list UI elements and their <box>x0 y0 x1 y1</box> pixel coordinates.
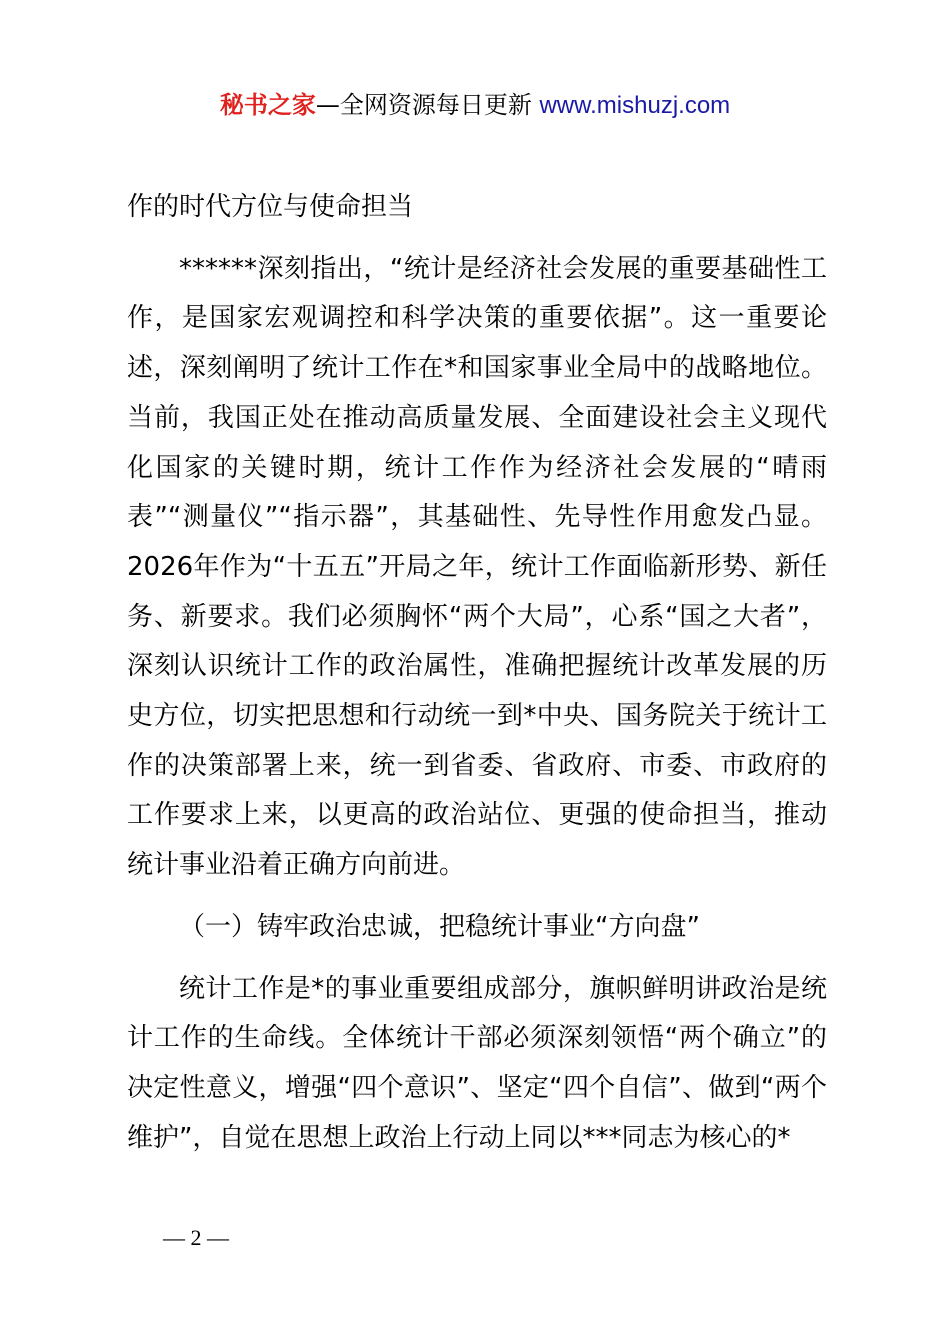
paragraph-section-body: 统计工作是*的事业重要组成部分，旗帜鲜明讲政治是统计工作的生命线。全体统计干部必须深刻领悟“两个确立”的决定性意义，增强“四个意识”、坚定“四个自信”、做到“两个维护”，自觉在思想上政治上行动上同以***同志为核心的* <box>127 973 827 1153</box>
site-slogan: —全网资源每日更新 <box>315 91 532 119</box>
site-header <box>0 88 950 123</box>
page-number: — 2 — <box>163 1225 229 1250</box>
site-url-link[interactable]: www.mishuzj.com <box>539 92 731 119</box>
section-heading: （一）铸牢政治忠诚，把稳统计事业“方向盘” <box>179 911 700 942</box>
brand-name: 秘书之家 <box>219 91 316 119</box>
paragraph-continuation: 作的时代方位与使命担当 <box>127 192 414 222</box>
document-body <box>127 183 827 1175</box>
paragraph-main: ******深刻指出，“统计是经济社会发展的重要基础性工作，是国家宏观调控和科学决策的重要依据”。这一重要论述，深刻阐明了统计工作在*和国家事业全局中的战略地位。当前，我国正处在推动高质量发展、全面建设社会主义现代化国家的关键时期，统计工作作为经济社会发展的“晴雨表”“测量仪”“指示器”，其基础性、先导性作用愈发凸显。2026年作为“十五五”开局之年，统计工作面临新形势、新任务、新要求。我们必须胸怀“两个大局”，心系“国之大者”，深刻认识统计工作的政治属性，准确把握统计改革发展的历史方位，切实把思想和行动统一到*中央、国务院关于统计工作的决策部署上来，统一到省委、省政府、市委、市政府的工作要求上来，以更高的政治站位、更强的使命担当，推动统计事业沿着正确方向前进。 <box>127 253 827 881</box>
